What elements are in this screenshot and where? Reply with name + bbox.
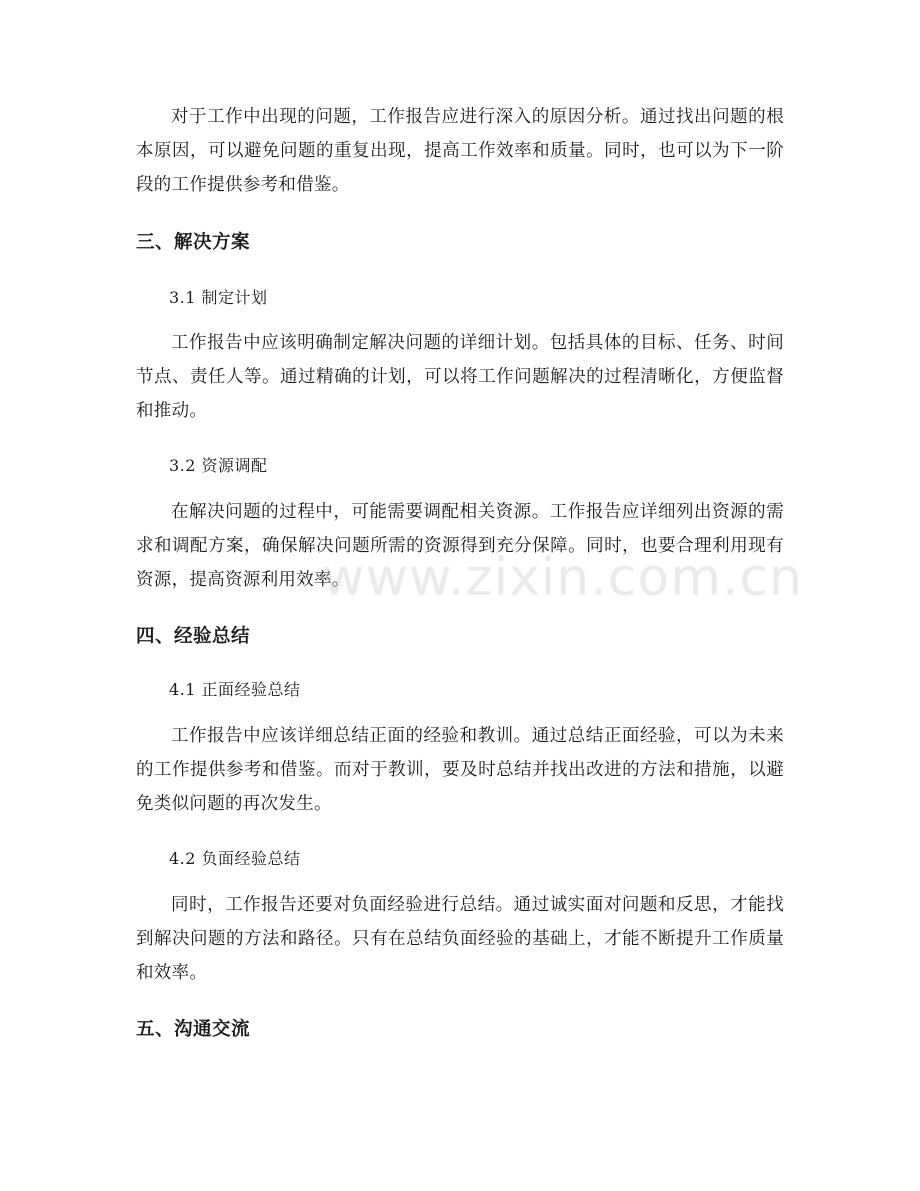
paragraph-root-cause-analysis: 对于工作中出现的问题，工作报告应进行深入的原因分析。通过找出问题的根本原因，可以避免问题的重复出现，提高工作效率和质量。同时，也可以为下一阶段的工作提供参考和借鉴。	[136, 107, 784, 195]
paragraph-resources: 在解决问题的过程中，可能需要调配相关资源。工作报告应详细列出资源的需求和调配方案，确保解决问题所需的资源得到充分保障。同时，也要合理利用现有资源，提高资源利用效率。	[136, 502, 784, 590]
watermark-text: www.zixin.com.cn	[322, 548, 803, 608]
paragraph-plan: 工作报告中应该明确制定解决问题的详细计划。包括具体的目标、任务、时间节点、责任人等。通过精确的计划，可以将工作问题解决的过程清晰化，方便监督和推动。	[136, 333, 784, 421]
subsection-heading-plan: 3.1 制定计划	[169, 288, 268, 307]
paragraph-negative: 同时，工作报告还要对负面经验进行总结。通过诚实面对问题和反思，才能找到解决问题的方法和路径。只有在总结负面经验的基础上，才能不断提升工作质量和效率。	[136, 895, 784, 983]
subsection-heading-resources: 3.2 资源调配	[169, 456, 268, 475]
section-heading-solutions: 三、解决方案	[136, 232, 251, 253]
paragraph-positive: 工作报告中应该详细总结正面的经验和教训。通过总结正面经验，可以为未来的工作提供参考和借鉴。而对于教训，要及时总结并找出改进的方法和措施，以避免类似问题的再次发生。	[136, 726, 784, 814]
subsection-heading-negative: 4.2 负面经验总结	[169, 849, 301, 868]
section-heading-communication: 五、沟通交流	[136, 1019, 251, 1040]
section-heading-experience: 四、经验总结	[136, 626, 251, 647]
subsection-heading-positive: 4.1 正面经验总结	[169, 680, 301, 699]
